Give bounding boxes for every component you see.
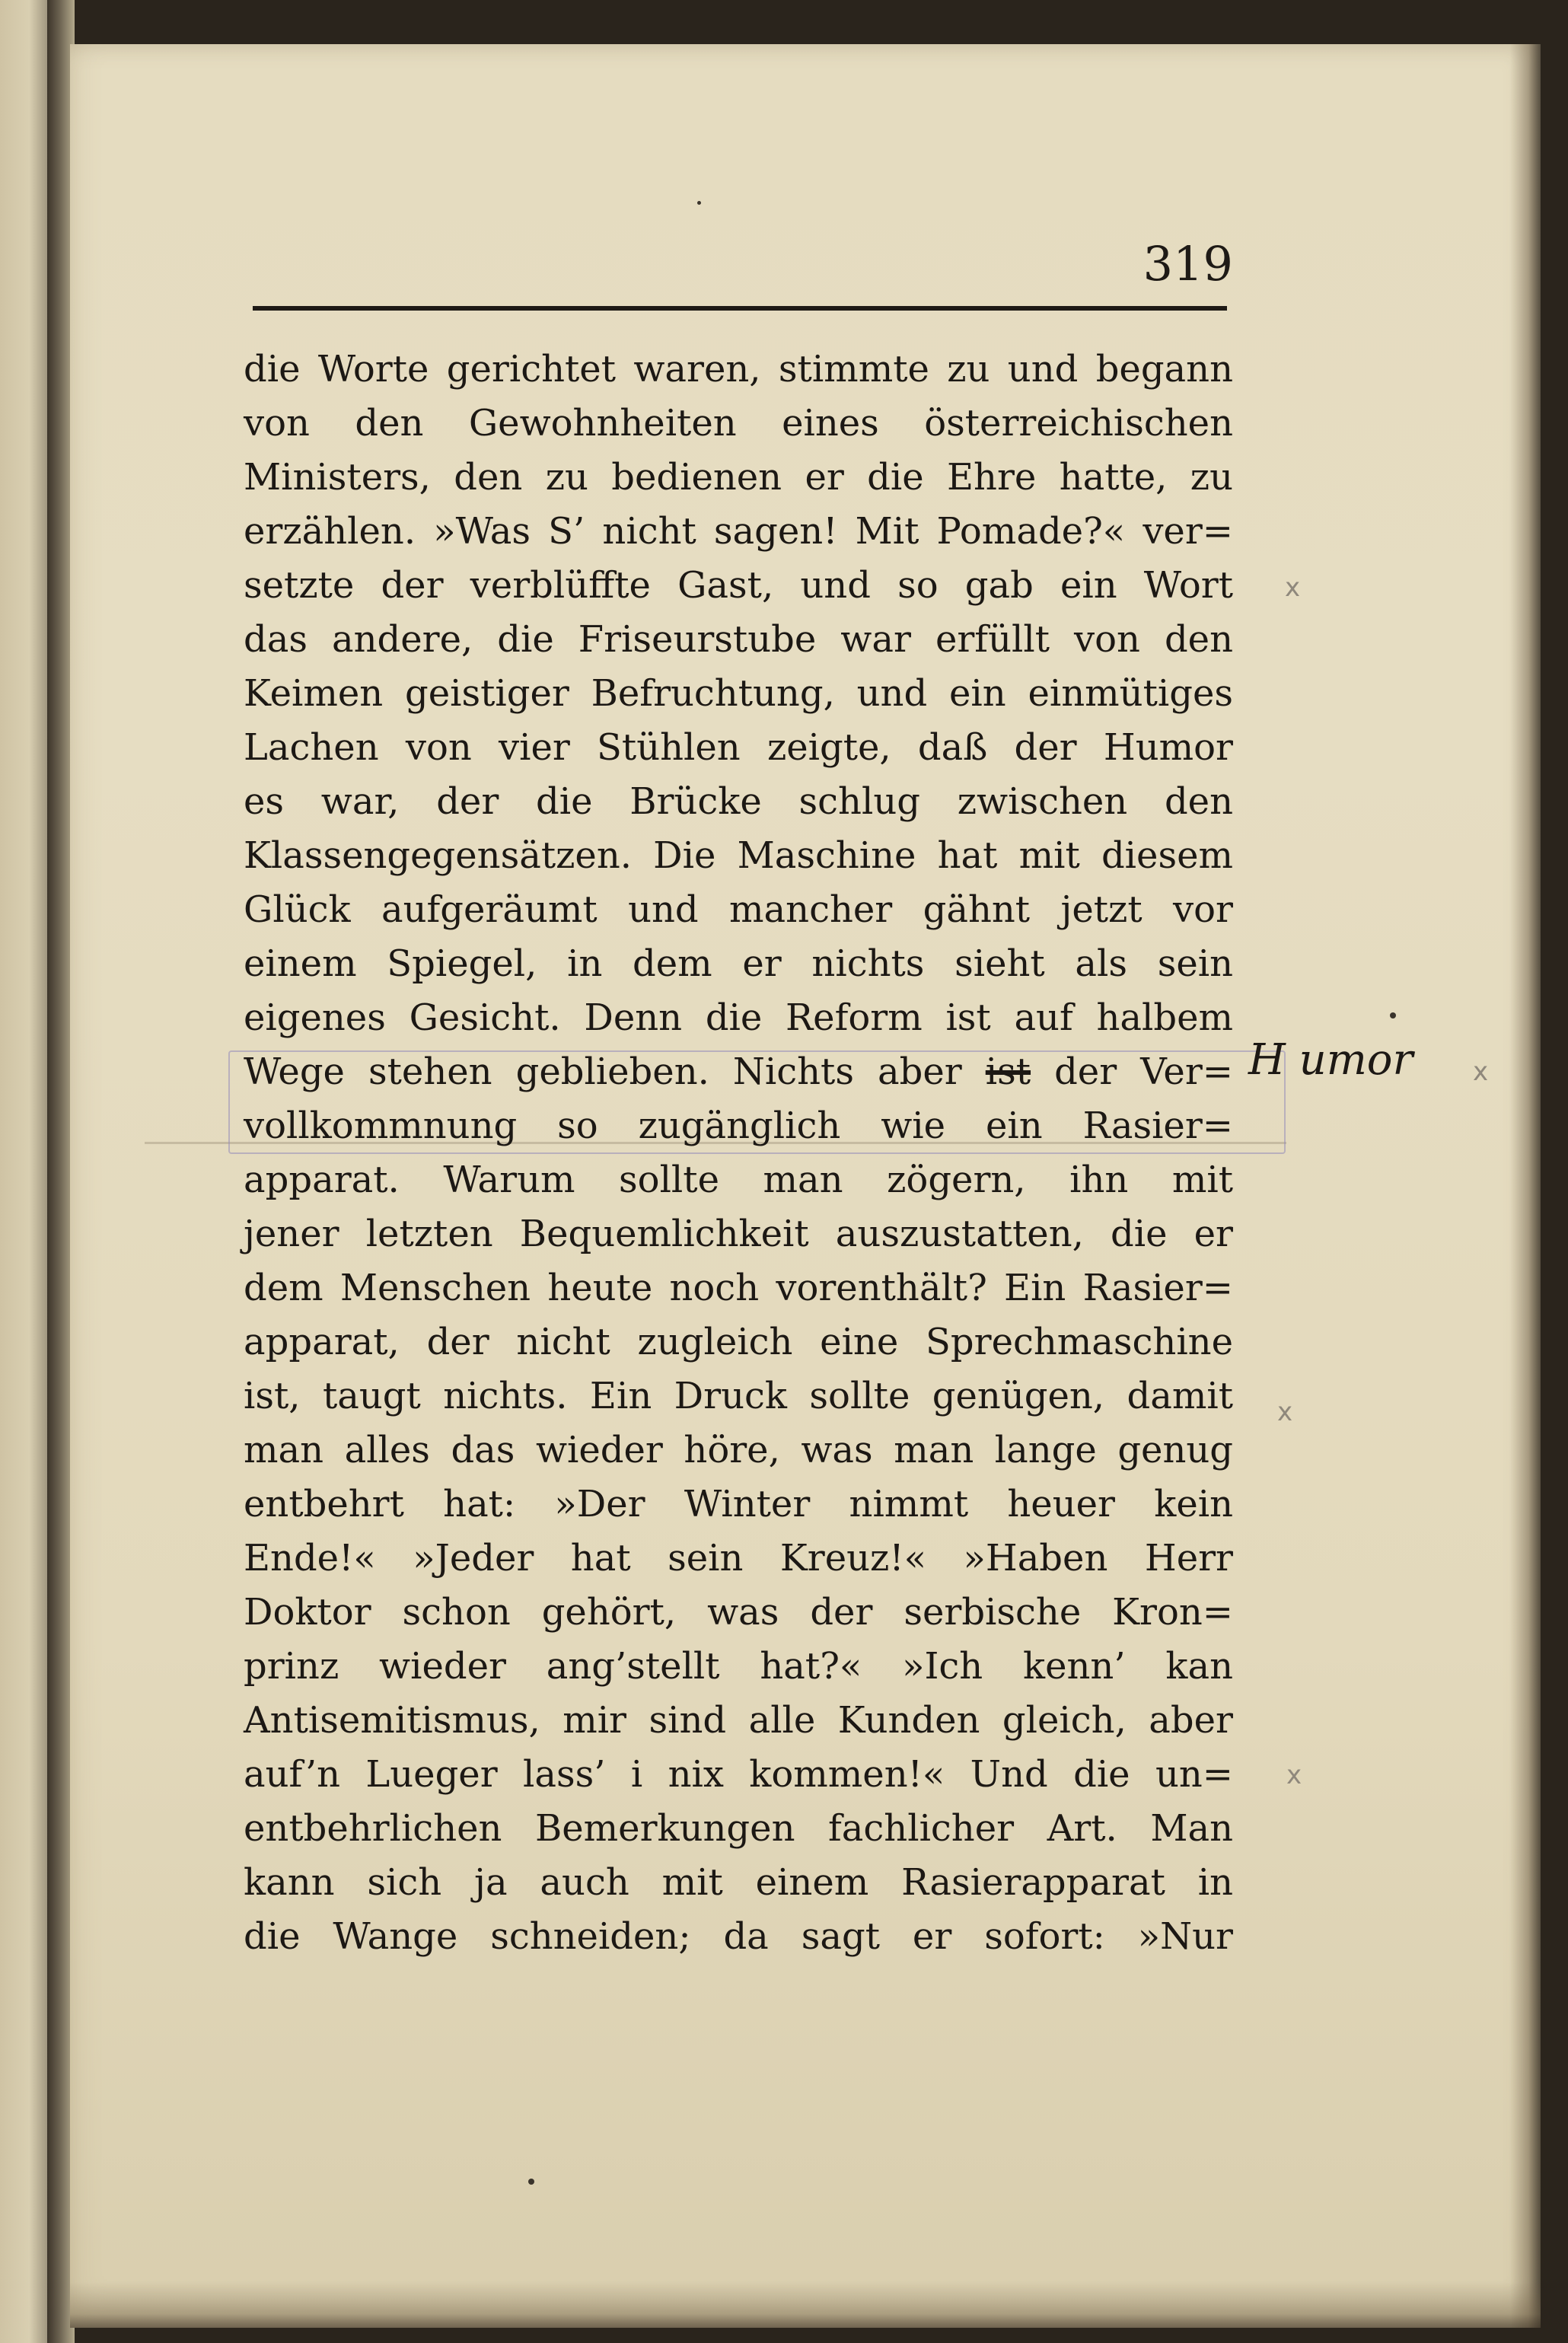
text-line-with-correction (244, 1045, 1233, 1099)
text-line: Ende!« »Jeder hat sein Kreuz!« »Haben Herr (244, 1537, 1233, 1580)
handwritten-margin-note: H umor (1248, 1035, 1413, 1085)
text-line: Doktor schon gehört, was der serbische Kron= (244, 1591, 1233, 1634)
pencil-x-mark: x (1277, 1397, 1293, 1427)
pencil-x-mark: x (1285, 572, 1301, 603)
page-edge-shadow (1510, 44, 1541, 2328)
body-text (244, 343, 1233, 1964)
facing-page-edge (0, 0, 53, 2343)
text-line: jener letzten Bequemlichkeit auszustatten, die er (244, 1213, 1233, 1255)
text-line: apparat, der nicht zugleich eine Sprechmaschine (244, 1321, 1233, 1363)
line-segment: Wege stehen geblieben. Nichts aber (244, 1050, 986, 1093)
text-line: man alles das wieder höre, was man lange genug (244, 1429, 1233, 1471)
struck-word: ist (985, 1050, 1031, 1093)
text-line: entbehrt hat: »Der Winter nimmt heuer kein (244, 1483, 1233, 1525)
text-line: es war, der die Brücke schlug zwischen den (244, 780, 1233, 823)
text-line: apparat. Warum sollte man zögern, ihn mit (244, 1159, 1233, 1201)
text-line: Keimen geistiger Befruchtung, und ein einmütiges (244, 672, 1233, 715)
text-line: Klassengegensätzen. Die Maschine hat mit diesem (244, 834, 1233, 877)
page-bottom-shadow (70, 2282, 1541, 2328)
text-line: Ministers, den zu bedienen er die Ehre hatte, zu (244, 456, 1233, 499)
text-line: ist, taugt nichts. Ein Druck sollte genügen, damit (244, 1375, 1233, 1417)
ink-dot (697, 201, 701, 205)
text-line: setzte der verblüffte Gast, und so gab ein Wort (244, 564, 1233, 607)
text-line: die Wange schneiden; da sagt er sofort: »Nur (244, 1915, 1233, 1958)
header-rule (253, 306, 1227, 311)
text-line: prinz wieder ang’stellt hat?« »Ich kenn’ kan (244, 1645, 1233, 1688)
text-line: einem Spiegel, in dem er nichts sieht als sein (244, 942, 1233, 985)
page-number: 319 (1143, 236, 1233, 292)
text-line: Antisemitismus, mir sind alle Kunden gleich, aber (244, 1699, 1233, 1742)
text-line: die Worte gerichtet waren, stimmte zu und begann (244, 348, 1233, 390)
text-line: vollkommnung so zugänglich wie ein Rasier= (244, 1105, 1233, 1147)
ink-dot (528, 2179, 534, 2185)
text-line: Glück aufgeräumt und mancher gähnt jetzt vor (244, 888, 1233, 931)
pencil-x-mark: x (1286, 1760, 1302, 1790)
text-line: das andere, die Friseurstube war erfüllt von den (244, 618, 1233, 661)
text-line: erzählen. »Was S’ nicht sagen! Mit Pomade?« ver= (244, 510, 1233, 553)
pencil-x-mark: x (1473, 1057, 1489, 1087)
text-line: dem Menschen heute noch vorenthält? Ein Rasier= (244, 1267, 1233, 1309)
line-segment: der Ver= (1031, 1050, 1234, 1093)
text-line: auf’n Lueger lass’ i nix kommen!« Und die un= (244, 1753, 1233, 1796)
text-line: entbehrlichen Bemerkungen fachlicher Art. Man (244, 1807, 1233, 1850)
text-line: von den Gewohnheiten eines österreichischen (244, 402, 1233, 445)
text-line: eigenes Gesicht. Denn die Reform ist auf halbem (244, 996, 1233, 1039)
text-line: kann sich ja auch mit einem Rasierapparat in (244, 1861, 1233, 1904)
text-line: Lachen von vier Stühlen zeigte, daß der Humor (244, 726, 1233, 769)
ink-dot (1390, 1012, 1396, 1018)
